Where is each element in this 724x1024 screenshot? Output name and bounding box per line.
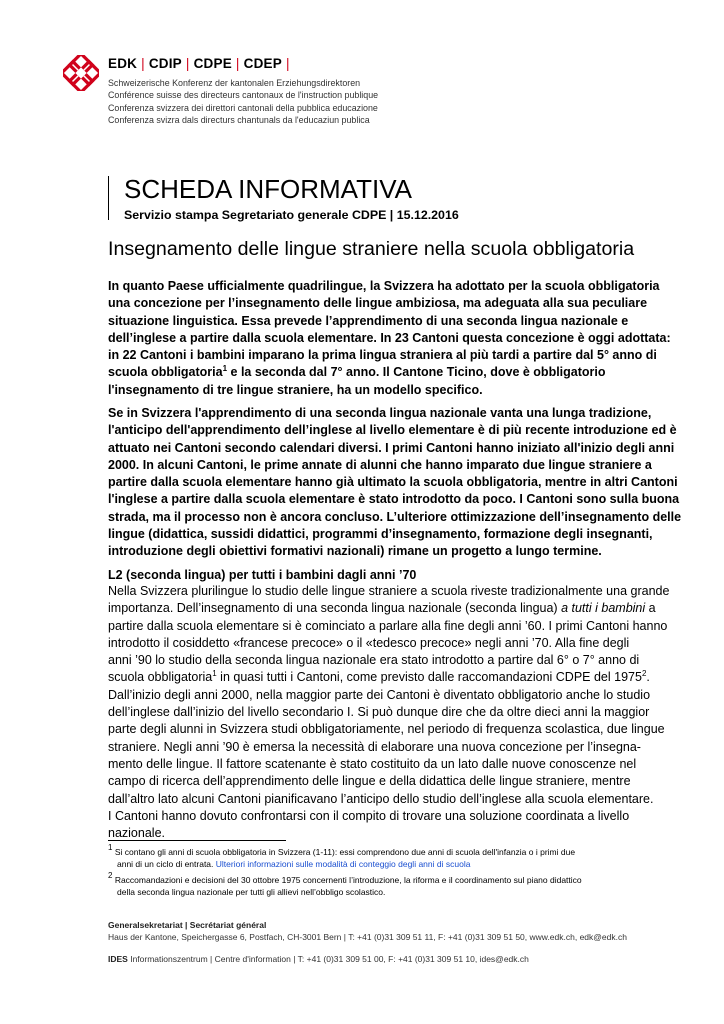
section-heading: L2 (seconda lingua) per tutti i bambini dagli anni ’70 — [108, 568, 417, 582]
footer-secretariat: Generalsekretariat | Secrétariat général Haus der Kantone, Speichergasse 6, Postfach, CH-3001 Bern | T: +41 (0)31 309 51 11, F: +41 (0)31 309 51 50, www.edk.ch, edk@edk.ch — [108, 920, 627, 942]
footer-label-de: Generalsekretariat — [108, 920, 183, 930]
footnote-separator — [108, 840, 286, 841]
ides-label: IDES — [108, 954, 128, 964]
text-line: straniere. Negli anni ’90 è emersa la necessità di elaborare una nuova concezione per l’insegna- — [108, 739, 641, 754]
main-heading: Insegnamento delle lingue straniere nella scuola obbligatoria — [108, 238, 635, 260]
text-line: parte degli alunni in Svizzera studi obbligatoriamente, nel periodo di frequenza scolastica, due lingue — [108, 722, 665, 737]
text-line: mento delle lingue. Il fattore scatenante è stato costituito da un lato dalle nuove conoscenze nel — [108, 756, 637, 771]
footer-label-fr: Secrétariat général — [189, 920, 267, 930]
edk-logo-icon — [63, 55, 99, 91]
intro-paragraph — [108, 278, 671, 399]
text-line: nazionale. — [108, 826, 165, 841]
footnote-1: $^1$ Si contano gli anni di scuola obbligatoria in Svizzera (1-11): essi comprendono due anni di scuola dell'infanzia o i primi due anni di un ciclo di entrata. Ulteriori informazioni sulle modalità di conteggio degli anni di scuola — [108, 843, 576, 869]
ides-contact: Informationszentrum | Centre d'information | T: +41 (0)31 309 51 00, F: +41 (0)31 309 51 10, ides@edk.ch — [127, 954, 529, 964]
text-line: partire dalla scuola elementare hanno già ultimato la scuola obbligatoria, mentre in altri Cantoni — [108, 475, 678, 490]
text-line: l'inglese a partire dalla scuola elementare è stato introdotto da poco. I Cantoni sono sulla buona — [108, 492, 680, 507]
org-abbr-cdep: CDEP — [243, 56, 282, 71]
org-name-rm: Conferenza svizra dals directurs chantunals da l'educaziun publica — [108, 115, 370, 126]
footnote-ref: 1 — [222, 364, 228, 374]
org-abbr-cdpe: CDPE — [193, 56, 232, 71]
text-line: I Cantoni hanno dovuto confrontarsi con il compito di trovare una soluzione coordinata a livello — [108, 808, 630, 823]
text-line: 2000. In alcuni Cantoni, le prime annate di alunni che hanno imparato due lingue straniere a — [108, 457, 652, 472]
text-line: una concezione per l’insegnamento delle lingue ambiziosa, ma adeguata alla sua peculiare — [108, 296, 648, 311]
text-line: strada, ma il processo non è ancora concluso. L’ulteriore ottimizzazione dell’insegnamento delle — [108, 509, 682, 524]
org-name-de: Schweizerische Konferenz der kantonalen Erziehungsdirektoren — [108, 78, 361, 88]
text-line: importanza. Dell’insegnamento di una seconda lingua nazionale (seconda lingua) a tutti i bambini a — [108, 601, 656, 616]
org-full-names — [108, 77, 378, 127]
text-line: Dall’inizio degli anni 2000, nella maggior parte dei Cantoni è diventato obbligatorio anche lo studio — [108, 687, 651, 702]
footnote-ref: 2 — [641, 669, 647, 679]
text-line: scuola obbligatoria$^1$ in quasi tutti i Cantoni, come previsto dalle raccomandazioni CDPE del 1975$^2$. — [108, 669, 650, 685]
org-name-it: Conferenza svizzera dei direttori cantonali della pubblica educazione — [108, 102, 378, 113]
org-abbr-edk: EDK — [108, 56, 138, 71]
text-line: Nella Svizzera plurilingue lo studio delle lingue straniere a scuola riveste tradizionalmente una grande — [108, 584, 670, 598]
text-line: lingue (didattica, sussidi didattici, programmi d’insegnamento, formazione degli insegnanti, — [108, 527, 653, 542]
emphasis-text: a tutti i bambini — [561, 601, 646, 616]
text-line: dell’inglese a partire dalla scuola elementare. In 23 Cantoni questa concezione è oggi adottata: — [108, 330, 671, 345]
text-line: dell’inglese dall’inizio del livello secondario I. Si può dunque dire che da oltre dieci anni la maggior — [108, 705, 650, 720]
section-paragraph — [108, 583, 670, 842]
text-line: attuato nei Cantoni secondo calendari diversi. I primi Cantoni hanno iniziato all'inizio degli anni — [108, 440, 675, 455]
org-abbr-cdip: CDIP — [148, 56, 182, 71]
footnote-ref: 1 — [212, 669, 217, 679]
footnote-number: 2 — [108, 871, 113, 880]
footer-ides — [108, 953, 529, 965]
document-subtitle: Servizio stampa Segretariato generale CDPE | 15.12.2016 — [124, 208, 459, 222]
text-line: partire dalla scuola elementare si è cominciato a parlare alla fine degli anni ’60. I primi Cantoni hanno — [108, 618, 668, 633]
text-line: introdotto il cosiddetto «francese precoce» o il «tedesco precoce» negli anni ’70. Alla fine degli — [108, 635, 630, 650]
footnote-2: $^2$ Raccomandazioni e decisioni del 30 ottobre 1975 concernenti l’introduzione, la riforma e il coordinamento sul piano didattico della seconda lingua nazionale per tutti gli allievi nell’obbligo scolastico. — [108, 871, 582, 897]
document-title: SCHEDA INFORMATIVA — [124, 174, 412, 204]
text-line: dall’altro lato alcuni Cantoni pianificavano l’anticipo dello studio dell’inglese alla scuola elementare. — [108, 791, 654, 806]
text-line: anni ’90 lo studio della seconda lingua nazionale era stato introdotto a partire dal 6° o 7° anno di — [108, 653, 640, 668]
text-line: Se in Svizzera l'apprendimento di una seconda lingua nazionale vanta una lunga tradizione, — [108, 406, 652, 420]
footer-address: Haus der Kantone, Speichergasse 6, Postfach, CH-3001 Bern | T: +41 (0)31 309 51 11, F: +41 (0)31 309 51 50, www.edk.ch, edk@edk.ch — [108, 932, 627, 942]
org-abbreviations: EDK | CDIP | CDPE | CDEP | — [108, 56, 290, 71]
context-paragraph — [108, 405, 682, 561]
footnote-number: 1 — [108, 843, 113, 852]
text-line: in 22 Cantoni i bambini imparano la prima lingua straniera al più tardi a partire dal 5° anno di — [108, 348, 657, 363]
text-line: scuola obbligatoria$^1$ e la seconda dal 7° anno. Il Cantone Ticino, dove è obbligatorio — [108, 364, 606, 380]
text-line: situazione linguistica. Essa prevede l’apprendimento di una seconda lingua nazionale e — [108, 313, 629, 328]
title-divider — [108, 176, 109, 220]
text-line: l'insegnamento di tre lingue straniere, ha un modello specifico. — [108, 382, 483, 397]
text-line: l'anticipo dell'apprendimento dell’inglese al livello elementare è di più recente introduzione ed è — [108, 423, 677, 438]
text-line: In quanto Paese ufficialmente quadrilingue, la Svizzera ha adottato per la scuola obbligatoria — [108, 279, 660, 293]
text-line: introduzione degli obiettivi formativi nazionali) rimane un progetto a lungo termine. — [108, 544, 602, 559]
text-line: campo di ricerca dell’apprendimento delle lingue e della didattica delle lingue straniere, mentre — [108, 774, 631, 789]
school-years-info-link[interactable]: Ulteriori informazioni sulle modalità di conteggio degli anni di scuola — [215, 858, 471, 869]
org-name-fr: Conférence suisse des directeurs cantonaux de l'instruction publique — [108, 90, 379, 101]
